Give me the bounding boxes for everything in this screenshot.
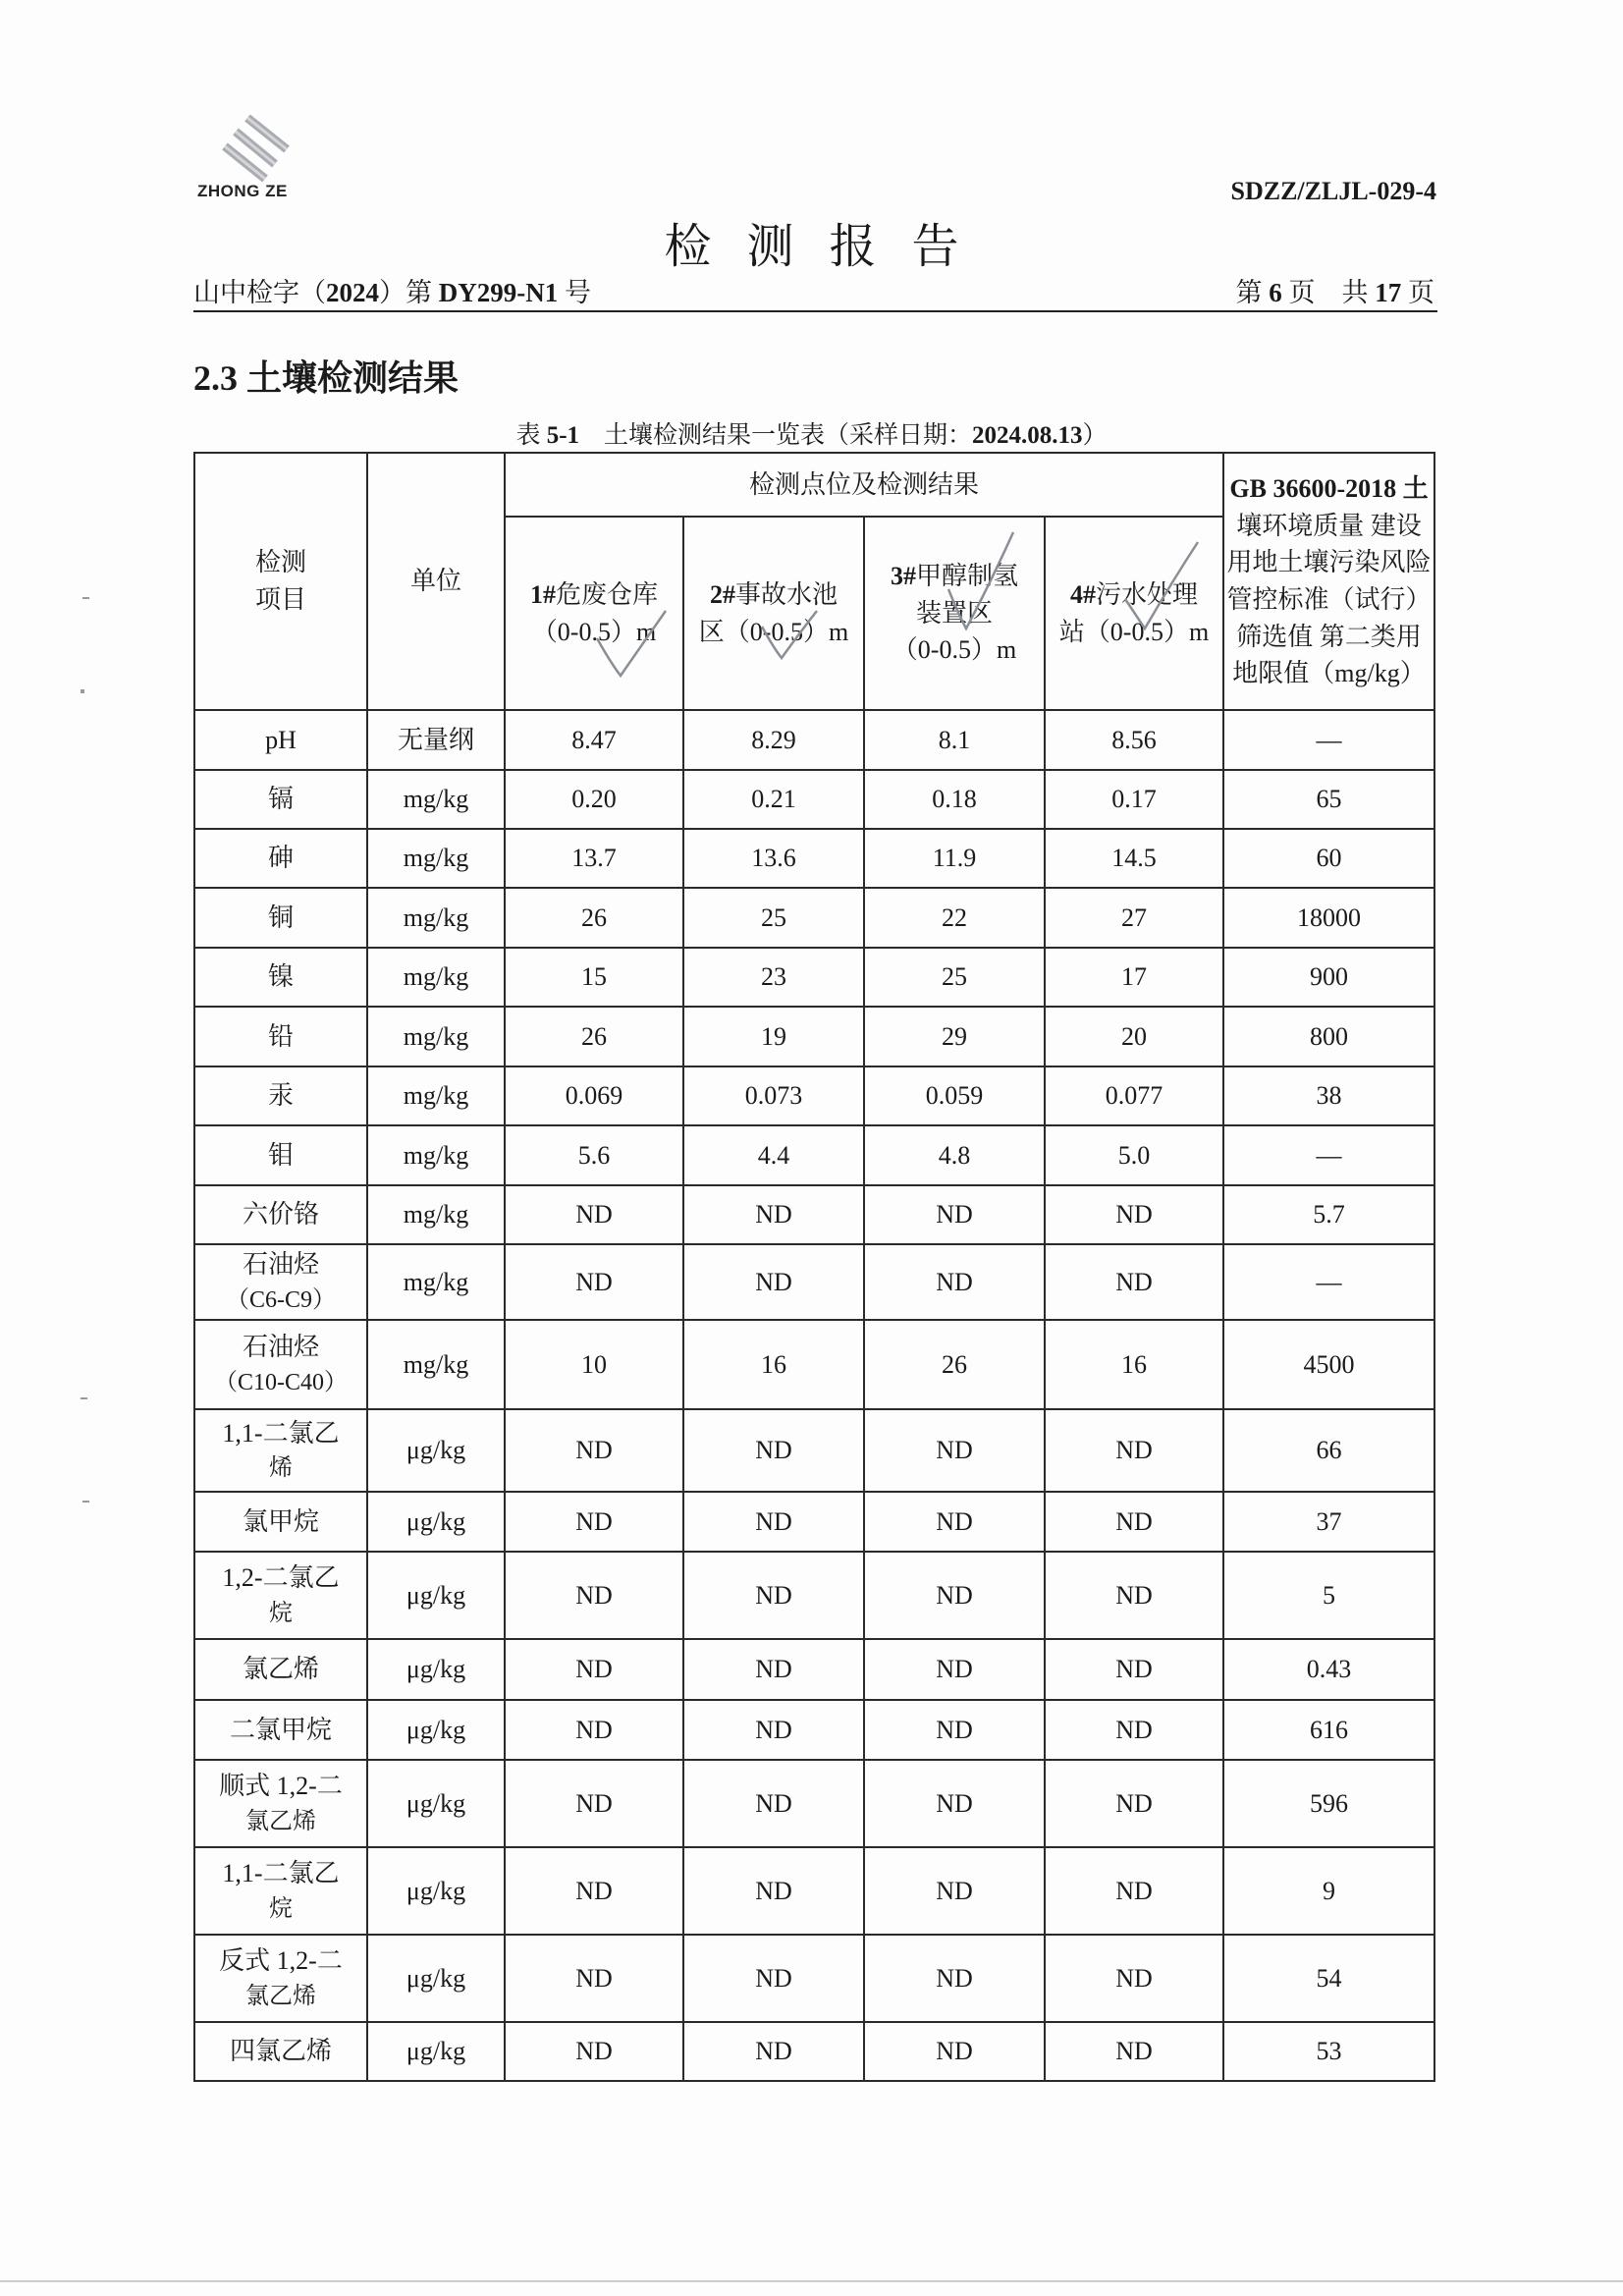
cell-unit: mg/kg <box>367 1185 505 1244</box>
item-name: 反式 1,2-二 <box>219 1946 343 1976</box>
cell-unit: mg/kg <box>367 1125 505 1185</box>
header-site-1 <box>505 517 683 710</box>
cell-value-site-4: 20 <box>1045 1007 1223 1066</box>
cell-value-site-3: ND <box>864 1760 1045 1847</box>
cell-value-site-1: ND <box>505 1409 683 1492</box>
site-code: 4# <box>1069 579 1096 609</box>
page-label: 第 <box>1235 278 1270 307</box>
item-name: 石油烃 <box>242 1250 319 1280</box>
item-name: 铜 <box>267 902 294 932</box>
item-name: 氯乙烯 <box>242 1655 319 1684</box>
cell-unit: mg/kg <box>367 948 505 1007</box>
standard-line: 筛选值 第二类用 <box>1236 622 1422 651</box>
cell-limit: 9 <box>1223 1847 1434 1935</box>
table-row <box>194 1847 1434 1935</box>
cell-value-site-3: ND <box>864 1409 1045 1492</box>
cell-item <box>194 1552 367 1639</box>
cell-limit: 38 <box>1223 1066 1434 1125</box>
item-name-sub: 氯乙烯 <box>245 1808 316 1834</box>
cell-item <box>194 1125 367 1185</box>
table-row <box>194 2022 1434 2081</box>
cell-value-site-3: ND <box>864 1185 1045 1244</box>
cell-unit: mg/kg <box>367 770 505 829</box>
item-name-sub: （C6-C9） <box>225 1286 336 1313</box>
cell-value-site-3: 0.059 <box>864 1066 1045 1125</box>
cell-value-site-1: ND <box>505 1244 683 1320</box>
caption-text: 土壤检测结果一览表（采样日期： <box>579 422 973 449</box>
cell-item <box>194 1007 367 1066</box>
item-name: 四氯乙烯 <box>229 2037 332 2066</box>
report-number-code: DY299-N1 <box>438 278 559 307</box>
cell-value-site-2: ND <box>683 1639 864 1700</box>
cell-item <box>194 1409 367 1492</box>
cell-item <box>194 948 367 1007</box>
site-name <box>684 576 863 614</box>
cell-value-site-4: ND <box>1045 1700 1223 1760</box>
cell-value-site-4: ND <box>1045 2022 1223 2081</box>
standard-line: 管控标准（试行） <box>1226 585 1432 614</box>
cell-value-site-1: 8.47 <box>505 710 683 770</box>
cell-unit: μg/kg <box>367 1552 505 1639</box>
caption-date: 2024.08.13 <box>972 422 1083 449</box>
header-item-line: 检测 <box>254 548 306 577</box>
cell-value-site-4: ND <box>1045 1244 1223 1320</box>
cell-unit: μg/kg <box>367 1847 505 1935</box>
item-name: 钼 <box>267 1140 294 1170</box>
cell-value-site-3: ND <box>864 1244 1045 1320</box>
table-row <box>194 1066 1434 1125</box>
cell-value-site-1: ND <box>505 1935 683 2022</box>
cell-item <box>194 1244 367 1320</box>
site-name <box>865 558 1044 595</box>
report-number-prefix: 山中检字（ <box>193 278 326 307</box>
cell-unit: μg/kg <box>367 1409 505 1492</box>
item-name-sub: 氯乙烯 <box>245 1983 316 2009</box>
table-row <box>194 829 1434 888</box>
cell-unit: mg/kg <box>367 888 505 948</box>
table-row <box>194 948 1434 1007</box>
cell-unit: mg/kg <box>367 1066 505 1125</box>
cell-limit: 4500 <box>1223 1320 1434 1409</box>
cell-item <box>194 1492 367 1552</box>
cell-unit: 无量纲 <box>367 710 505 770</box>
cell-item <box>194 2022 367 2081</box>
item-name: 氯甲烷 <box>242 1506 319 1536</box>
table-row <box>194 1244 1434 1320</box>
cell-item <box>194 1185 367 1244</box>
document-code: SDZZ/ZLJL-029-4 <box>1230 177 1436 205</box>
cell-value-site-3: ND <box>864 1492 1045 1552</box>
item-name: 1,1-二氯乙 <box>222 1859 340 1888</box>
item-name: 镉 <box>267 785 294 814</box>
cell-value-site-3: ND <box>864 1700 1045 1760</box>
cell-unit: μg/kg <box>367 1492 505 1552</box>
standard-line: 壤环境质量 建设 <box>1236 511 1422 540</box>
site-name-text: 甲醇制氢 <box>915 561 1018 590</box>
cell-value-site-3: 26 <box>864 1320 1045 1409</box>
site-code: 1# <box>529 579 556 609</box>
table-row <box>194 888 1434 948</box>
cell-value-site-3: ND <box>864 1552 1045 1639</box>
cell-value-site-2: ND <box>683 1935 864 2022</box>
cell-item <box>194 1935 367 2022</box>
cell-value-site-4: ND <box>1045 1492 1223 1552</box>
cell-value-site-4: 5.0 <box>1045 1125 1223 1185</box>
cell-value-site-3: ND <box>864 1639 1045 1700</box>
cell-value-site-4: 27 <box>1045 888 1223 948</box>
item-name: 顺式 1,2-二 <box>219 1772 343 1801</box>
header-site-2 <box>683 517 864 710</box>
item-name: 铅 <box>267 1021 294 1051</box>
cell-value-site-2: ND <box>683 1244 864 1320</box>
caption-number: 5-1 <box>546 422 580 449</box>
cell-limit: 5 <box>1223 1552 1434 1639</box>
cell-value-site-2: ND <box>683 1492 864 1552</box>
cell-value-site-2: ND <box>683 1409 864 1492</box>
cell-value-site-4: ND <box>1045 1847 1223 1935</box>
cell-unit: μg/kg <box>367 1700 505 1760</box>
table-row <box>194 1639 1434 1700</box>
cell-limit: 60 <box>1223 829 1434 888</box>
site-name-cont: 装置区 <box>915 598 993 628</box>
cell-limit: 800 <box>1223 1007 1434 1066</box>
cell-value-site-1: ND <box>505 1639 683 1700</box>
cell-unit: mg/kg <box>367 1244 505 1320</box>
cell-value-site-4: 16 <box>1045 1320 1223 1409</box>
item-name-sub: 烯 <box>269 1455 293 1482</box>
cell-value-site-3: 4.8 <box>864 1125 1045 1185</box>
header-item <box>194 453 367 710</box>
cell-limit: — <box>1223 1244 1434 1320</box>
cell-value-site-2: 8.29 <box>683 710 864 770</box>
cell-value-site-1: 5.6 <box>505 1125 683 1185</box>
cell-value-site-3: ND <box>864 1935 1045 2022</box>
cell-value-site-1: 0.069 <box>505 1066 683 1125</box>
soil-results-table <box>193 452 1435 2082</box>
cell-value-site-2: ND <box>683 1552 864 1639</box>
cell-value-site-2: ND <box>683 2022 864 2081</box>
cell-value-site-4: ND <box>1045 1185 1223 1244</box>
cell-value-site-2: 0.073 <box>683 1066 864 1125</box>
site-depth: 区（0-0.5）m <box>698 617 849 646</box>
cell-value-site-4: 0.077 <box>1045 1066 1223 1125</box>
report-number-mid: ）第 <box>379 278 439 307</box>
table-row <box>194 1125 1434 1185</box>
cell-value-site-1: ND <box>505 1700 683 1760</box>
site-name-text: 污水处理 <box>1095 579 1198 609</box>
cell-value-site-1: ND <box>505 1847 683 1935</box>
cell-value-site-4: 8.56 <box>1045 710 1223 770</box>
cell-item <box>194 1760 367 1847</box>
cell-value-site-2: 0.21 <box>683 770 864 829</box>
cell-item <box>194 1320 367 1409</box>
table-row <box>194 710 1434 770</box>
cell-limit: 5.7 <box>1223 1185 1434 1244</box>
section-number: 2.3 <box>193 358 238 398</box>
site-depth: （0-0.5）m <box>531 617 657 646</box>
item-name: 1,2-二氯乙 <box>222 1563 340 1593</box>
cell-value-site-4: ND <box>1045 1409 1223 1492</box>
page-current: 6 <box>1269 278 1282 307</box>
table-row <box>194 1552 1434 1639</box>
caption-end: ） <box>1082 422 1108 449</box>
header-standard <box>1223 453 1434 710</box>
cell-value-site-4: 17 <box>1045 948 1223 1007</box>
cell-item <box>194 888 367 948</box>
header-item-line: 项目 <box>254 585 306 614</box>
page-total: 17 <box>1375 278 1402 307</box>
cell-limit: 65 <box>1223 770 1434 829</box>
logo-text: ZHONG ZE <box>197 182 288 200</box>
cell-value-site-1: 15 <box>505 948 683 1007</box>
cell-value-site-1: 26 <box>505 888 683 948</box>
cell-limit: 18000 <box>1223 888 1434 948</box>
cell-value-site-3: ND <box>864 1847 1045 1935</box>
header-divider <box>193 310 1437 312</box>
cell-limit: 53 <box>1223 2022 1434 2081</box>
site-name <box>506 576 682 614</box>
item-name: 汞 <box>267 1081 294 1111</box>
cell-unit: μg/kg <box>367 2022 505 2081</box>
cell-value-site-1: ND <box>505 1760 683 1847</box>
report-number-year: 2024 <box>326 278 379 307</box>
page-indicator <box>1236 271 1435 309</box>
cell-value-site-1: ND <box>505 1185 683 1244</box>
cell-value-site-4: 14.5 <box>1045 829 1223 888</box>
site-name-text: 危废仓库 <box>555 579 658 609</box>
cell-value-site-2: 4.4 <box>683 1125 864 1185</box>
header-sites-group: 检测点位及检测结果 <box>505 453 1223 517</box>
site-depth: （0-0.5）m <box>892 635 1017 665</box>
item-name: 砷 <box>267 844 294 873</box>
item-name-sub: 烷 <box>269 1895 293 1922</box>
cell-value-site-2: 16 <box>683 1320 864 1409</box>
cell-value-site-4: ND <box>1045 1760 1223 1847</box>
cell-value-site-2: ND <box>683 1700 864 1760</box>
cell-value-site-3: 0.18 <box>864 770 1045 829</box>
cell-value-site-3: 8.1 <box>864 710 1045 770</box>
table-row <box>194 770 1434 829</box>
cell-value-site-3: ND <box>864 2022 1045 2081</box>
cell-unit: μg/kg <box>367 1639 505 1700</box>
cell-value-site-1: ND <box>505 1492 683 1552</box>
standard-line <box>1224 470 1434 508</box>
cell-limit: — <box>1223 1125 1434 1185</box>
cell-value-site-1: ND <box>505 2022 683 2081</box>
cell-item <box>194 1700 367 1760</box>
page-label: 页 <box>1401 278 1434 307</box>
item-name: 镍 <box>267 962 294 992</box>
standard-line-text: GB 36600-2018 土 <box>1229 473 1429 503</box>
header-site-3 <box>864 517 1045 710</box>
item-name: 二氯甲烷 <box>229 1715 332 1744</box>
site-name-text: 事故水池 <box>734 579 838 609</box>
cell-limit: 900 <box>1223 948 1434 1007</box>
site-code: 3# <box>890 561 916 590</box>
report-number-suffix: 号 <box>558 278 591 307</box>
site-depth: 站（0-0.5）m <box>1058 617 1210 646</box>
cell-item <box>194 1847 367 1935</box>
cell-value-site-3: 25 <box>864 948 1045 1007</box>
cell-limit: 54 <box>1223 1935 1434 2022</box>
table-row <box>194 1320 1434 1409</box>
cell-value-site-4: ND <box>1045 1639 1223 1700</box>
item-name: 1,1-二氯乙 <box>222 1418 340 1448</box>
page-label: 页 共 <box>1281 278 1376 307</box>
cell-value-site-2: ND <box>683 1185 864 1244</box>
cell-value-site-3: 29 <box>864 1007 1045 1066</box>
cell-limit: 616 <box>1223 1700 1434 1760</box>
scan-mark <box>81 689 84 693</box>
table-row <box>194 1185 1434 1244</box>
cell-value-site-2: 13.6 <box>683 829 864 888</box>
table-row <box>194 1409 1434 1492</box>
cell-value-site-1: ND <box>505 1552 683 1639</box>
cell-value-site-1: 26 <box>505 1007 683 1066</box>
cell-unit: μg/kg <box>367 1935 505 2022</box>
table-row <box>194 1935 1434 2022</box>
section-title: 土壤检测结果 <box>238 358 460 398</box>
cell-value-site-3: 11.9 <box>864 829 1045 888</box>
table-row <box>194 1007 1434 1066</box>
cell-item <box>194 710 367 770</box>
cell-value-site-1: 0.20 <box>505 770 683 829</box>
scan-mark <box>82 597 89 599</box>
cell-unit: mg/kg <box>367 829 505 888</box>
header-site-4 <box>1045 517 1223 710</box>
cell-value-site-3: 22 <box>864 888 1045 948</box>
cell-limit: 0.43 <box>1223 1639 1434 1700</box>
cell-item <box>194 1066 367 1125</box>
cell-item <box>194 829 367 888</box>
cell-value-site-4: ND <box>1045 1935 1223 2022</box>
cell-value-site-2: 23 <box>683 948 864 1007</box>
cell-unit: mg/kg <box>367 1007 505 1066</box>
scan-edge <box>0 2280 1623 2282</box>
standard-line: 用地土壤污染风险 <box>1226 548 1432 577</box>
item-name: pH <box>265 725 297 754</box>
table-body <box>194 710 1434 2081</box>
scan-mark <box>82 1501 89 1503</box>
table-row <box>194 1492 1434 1552</box>
scan-mark <box>81 1397 87 1399</box>
cell-limit: — <box>1223 710 1434 770</box>
item-name-sub: 烷 <box>269 1600 293 1626</box>
cell-value-site-2: ND <box>683 1847 864 1935</box>
cell-value-site-2: 19 <box>683 1007 864 1066</box>
caption-prefix: 表 <box>515 422 547 449</box>
cell-item <box>194 1639 367 1700</box>
site-name <box>1046 576 1222 614</box>
cell-limit: 66 <box>1223 1409 1434 1492</box>
table-row <box>194 1760 1434 1847</box>
table-caption <box>0 415 1623 451</box>
cell-value-site-4: 0.17 <box>1045 770 1223 829</box>
cell-value-site-1: 13.7 <box>505 829 683 888</box>
cell-value-site-4: ND <box>1045 1552 1223 1639</box>
cell-unit: mg/kg <box>367 1320 505 1409</box>
cell-value-site-2: 25 <box>683 888 864 948</box>
site-code: 2# <box>709 579 735 609</box>
item-name: 石油烃 <box>242 1333 319 1362</box>
section-heading <box>193 351 459 401</box>
standard-line: 地限值（mg/kg） <box>1232 659 1426 688</box>
cell-unit: μg/kg <box>367 1760 505 1847</box>
table-row <box>194 1700 1434 1760</box>
cell-item <box>194 770 367 829</box>
cell-value-site-2: ND <box>683 1760 864 1847</box>
item-name: 六价铬 <box>242 1200 319 1230</box>
item-name-sub: （C10-C40） <box>213 1369 348 1395</box>
cell-value-site-1: 10 <box>505 1320 683 1409</box>
report-number <box>193 271 591 309</box>
header-unit: 单位 <box>367 453 505 710</box>
cell-limit: 596 <box>1223 1760 1434 1847</box>
cell-limit: 37 <box>1223 1492 1434 1552</box>
report-title: 检测报告 <box>664 221 995 273</box>
